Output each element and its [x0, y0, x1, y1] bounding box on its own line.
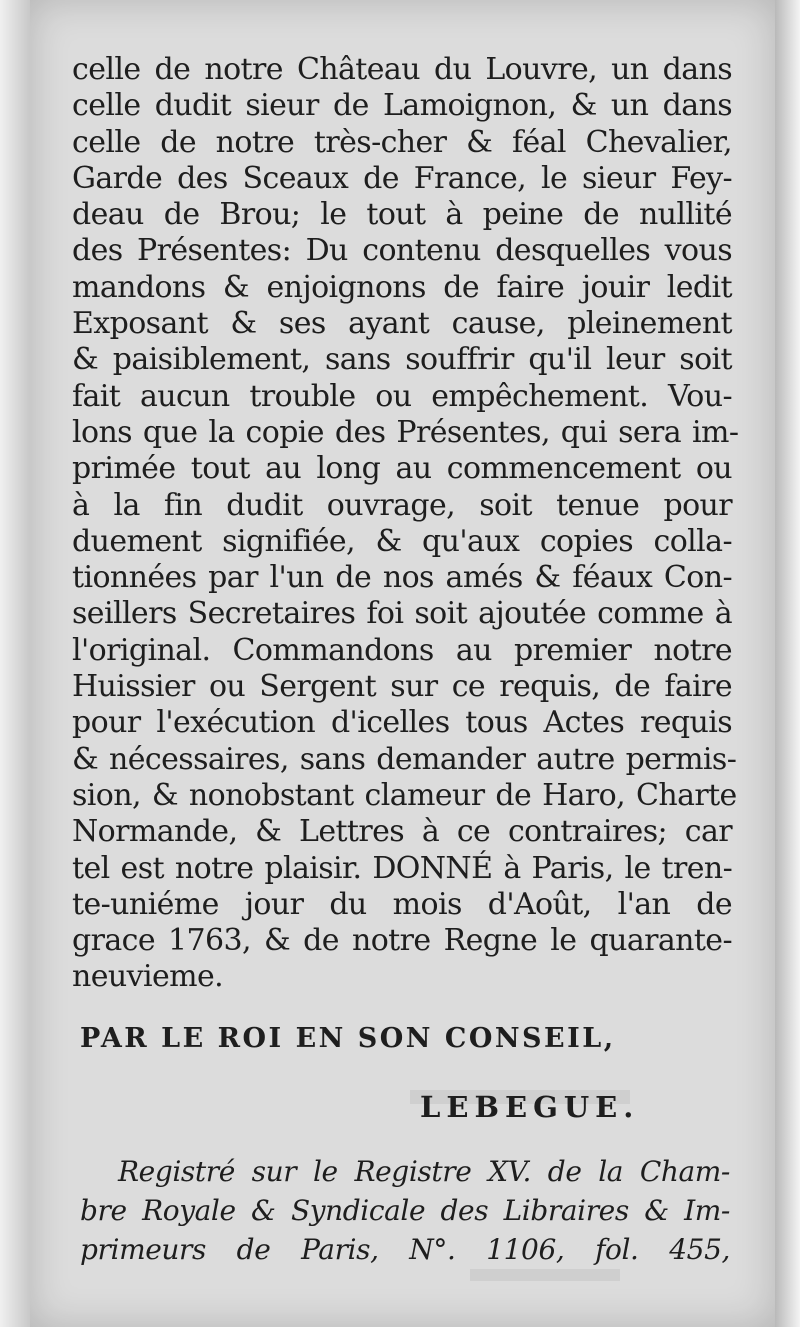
- page-right-edge: [775, 0, 800, 1327]
- text-line: primée tout au long au commencement ou: [72, 451, 732, 487]
- signature-name: LEBEGUE.: [420, 1090, 640, 1124]
- page-left-edge: [0, 0, 30, 1327]
- registration-line: Registré sur le Registre XV. de la Cham-: [118, 1155, 730, 1188]
- text-line: lons que la copie des Présentes, qui sera im-: [72, 414, 739, 450]
- privilege-body-text: [72, 52, 739, 996]
- text-line: Garde des Sceaux de France, le sieur Fey-: [72, 160, 732, 196]
- text-line-final: neuvieme.: [72, 959, 224, 995]
- text-line: celle dudit sieur de Lamoignon, & un dans: [72, 88, 732, 124]
- text-line: Huissier ou Sergent sur ce requis, de faire: [72, 669, 732, 705]
- text-line: tionnées par l'un de nos amés & féaux Con-: [72, 560, 732, 596]
- text-line: & paisiblement, sans souffrir qu'il leur soit: [72, 342, 732, 378]
- text-line: pour l'exécution d'icelles tous Actes requis: [72, 705, 732, 741]
- text-line: celle de notre très-cher & féal Chevalier,: [72, 124, 732, 160]
- text-line: fait aucun trouble ou empêchement. Vou-: [72, 378, 732, 414]
- text-line: seillers Secretaires foi soit ajoutée comme à: [72, 596, 732, 632]
- text-line: à la fin dudit ouvrage, soit tenue pour: [72, 487, 732, 523]
- registration-line: primeurs de Paris, N°. 1106, fol. 455,: [80, 1233, 730, 1266]
- text-line: duement signifiée, & qu'aux copies colla-: [72, 523, 732, 559]
- text-line: sion, & nonobstant clameur de Haro, Charte: [72, 777, 737, 813]
- text-line: & nécessaires, sans demander autre permis-: [72, 741, 737, 777]
- text-line: mandons & enjoignons de faire jouir ledit: [72, 269, 732, 305]
- registration-line: bre Royale & Syndicale des Libraires & Im-: [80, 1194, 730, 1227]
- text-line: l'original. Commandons au premier notre: [72, 632, 732, 668]
- text-line: deau de Brou; le tout à peine de nullité: [72, 197, 732, 233]
- text-line: te-uniéme jour du mois d'Août, l'an de: [72, 886, 732, 922]
- text-line: tel est notre plaisir. DONNÉ à Paris, le tren-: [72, 850, 733, 886]
- registration-note: [80, 1152, 730, 1269]
- signature-authority: PAR LE ROI EN SON CONSEIL,: [80, 1023, 616, 1054]
- text-line: Exposant & ses ayant cause, pleinement: [72, 306, 732, 342]
- text-line: Normande, & Lettres à ce contraires; car: [72, 814, 732, 850]
- text-line: grace 1763, & de notre Regne le quarante-: [72, 923, 732, 959]
- text-line: des Présentes: Du contenu desquelles vous: [72, 233, 732, 269]
- text-line: celle de notre Château du Louvre, un dans: [72, 52, 732, 87]
